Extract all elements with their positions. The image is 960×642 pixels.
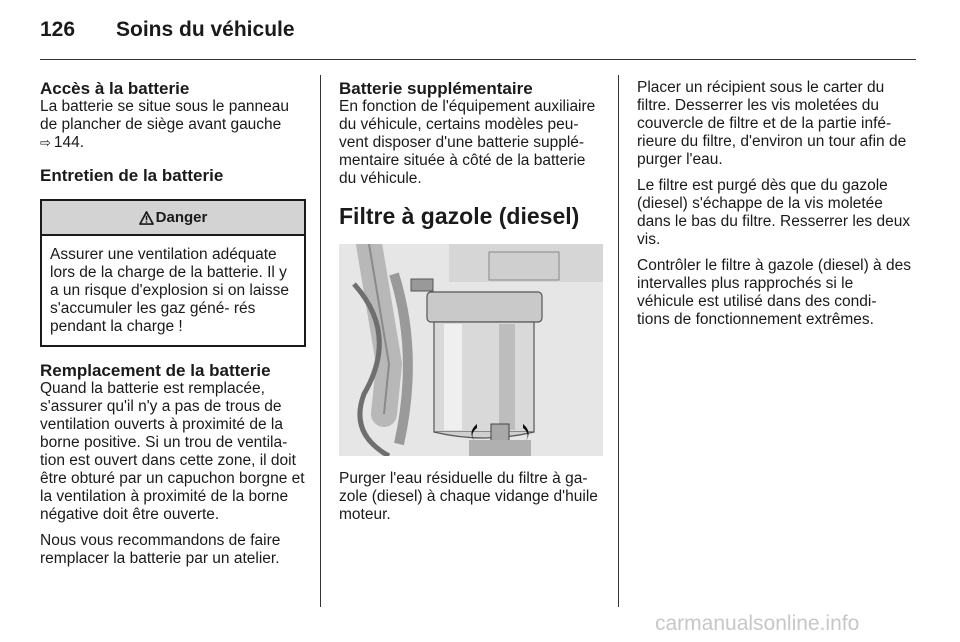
- page-reference-arrow-icon: ⇨: [40, 135, 51, 150]
- watermark: carmanualsonline.info: [655, 612, 860, 635]
- page-reference-link[interactable]: 144.: [53, 134, 85, 151]
- warning-triangle-icon: [139, 211, 154, 225]
- page-number: 126: [40, 18, 76, 41]
- section-title: Soins du véhicule: [116, 18, 295, 41]
- diesel-filter-heading: Filtre à gazole (diesel): [339, 203, 580, 229]
- danger-text: Assurer une ventilation adéquate lors de la charge de la batterie. Il y a un risque d'explosion si on laisse s'accumuler les gaz géné- rés pendant la charge !: [50, 246, 290, 335]
- column-left: [40, 79, 306, 568]
- battery-replacement-text: Quand la batterie est remplacée, s'assurer qu'il n'y a pas de trous de ventilation ouverts à proximité de la borne positive. Si un trou de ventila- tion est ouvert dans cette zone, il doit être obturé par un capuchon borgne et la ventilation à proximité de la borne négative doit être ouverte.: [40, 380, 305, 523]
- battery-replacement-recommendation: Nous vous recommandons de faire remplacer la batterie par un atelier.: [40, 532, 281, 567]
- column-middle: [339, 79, 605, 524]
- danger-header: [42, 201, 304, 236]
- battery-access-heading: Accès à la batterie: [40, 79, 190, 98]
- danger-title: Danger: [155, 208, 208, 226]
- filter-check-text: Contrôler le filtre à gazole (diesel) à des intervalles plus rapprochés si le véhicule est utilisé dans des condi- tions de fonctionnement extrêmes.: [637, 257, 911, 328]
- column-divider: [618, 75, 619, 607]
- header-divider: [40, 59, 916, 60]
- column-divider: [320, 75, 321, 607]
- battery-access-text: La batterie se situe sous le panneau de plancher de siège avant gauche ⇨ 144.: [40, 98, 290, 151]
- battery-maintenance-heading: Entretien de la batterie: [40, 166, 224, 185]
- filter-drain-instructions: Placer un récipient sous le carter du filtre. Desserrer les vis moletées du couvercle de filtre et de la partie infé- rieure du filtre, d'environ un tour afin de purger l'eau.: [637, 79, 907, 168]
- aux-battery-text: En fonction de l'équipement auxiliaire du véhicule, certains modèles peu- vent disposer d'une batterie supplé- mentaire située à côté de la batterie du véhicule.: [339, 98, 596, 187]
- battery-replacement-heading: Remplacement de la batterie: [40, 361, 271, 380]
- aux-battery-heading: Batterie supplémentaire: [339, 79, 533, 98]
- filter-purge-text: Le filtre est purgé dès que du gazole (diesel) s'échappe de la vis moletée dans le bas du filtre. Resserrer les deux vis.: [637, 177, 911, 248]
- column-right: [637, 79, 912, 329]
- danger-notice: [40, 199, 306, 347]
- figure-caption: Purger l'eau résiduelle du filtre à ga- zole (diesel) à chaque vidange d'huile moteur.: [339, 470, 598, 523]
- fuel-filter-illustration: [339, 244, 603, 456]
